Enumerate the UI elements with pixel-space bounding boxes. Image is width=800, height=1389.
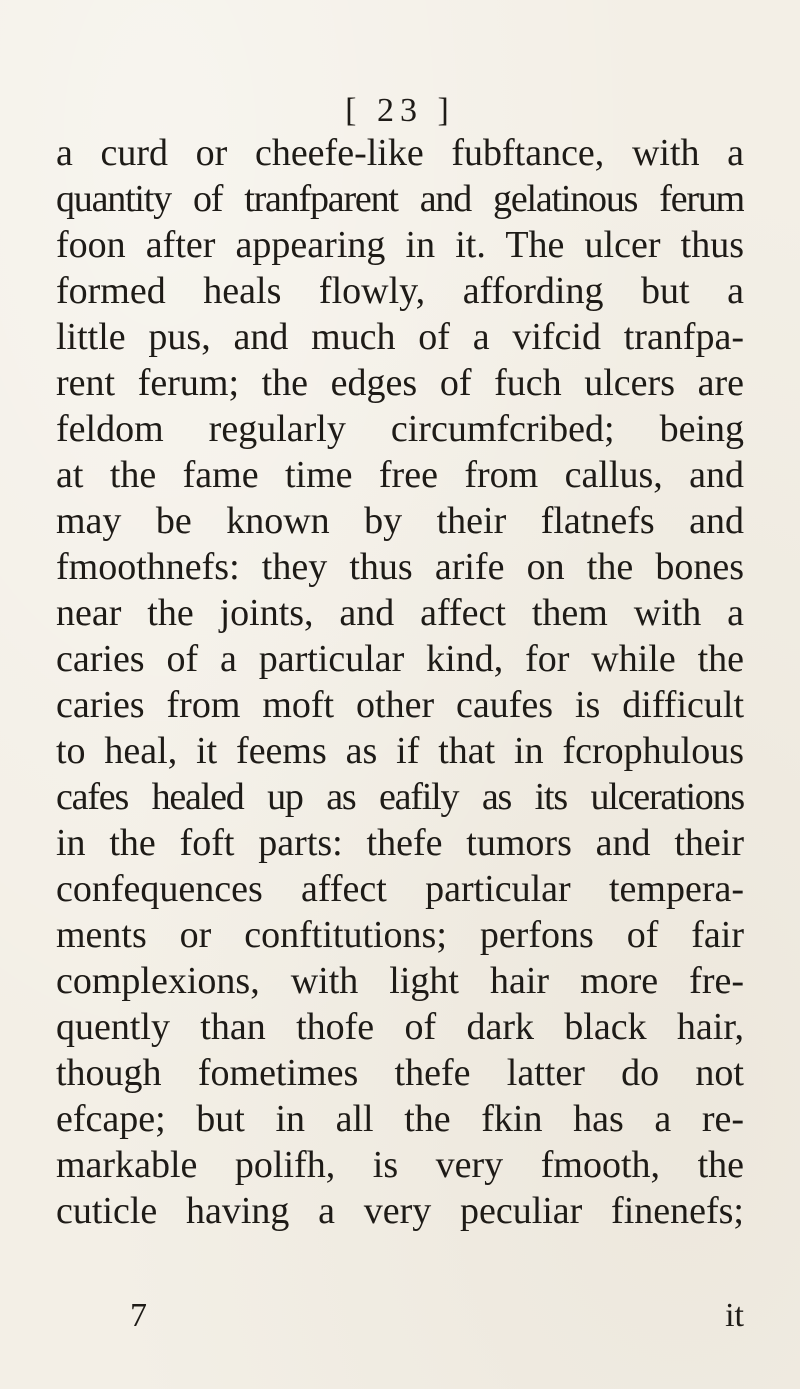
- text-line: fmoothnefs: they thus arife on the bones: [56, 546, 744, 588]
- text-line: cafes healed up as eafily as its ulcerations: [56, 776, 744, 818]
- body-text: [56, 130, 756, 1234]
- text-line: quently than thofe of dark black hair,: [56, 1006, 744, 1048]
- text-line: though fometimes thefe latter do not: [56, 1052, 744, 1094]
- text-line: complexions, with light hair more fre-: [56, 960, 744, 1002]
- text-line: markable polifh, is very fmooth, the: [56, 1144, 744, 1186]
- signature-mark: 7: [130, 1297, 147, 1334]
- text-line: little pus, and much of a vifcid tranfpa-: [56, 316, 744, 358]
- text-line: confequences affect particular tempera-: [56, 868, 744, 910]
- text-line: quantity of tranfparent and gelatinous ferum: [56, 178, 744, 220]
- page-number-header: [ 23 ]: [345, 92, 455, 129]
- text-line: may be known by their flatnefs and: [56, 500, 744, 542]
- text-line: rent ferum; the edges of fuch ulcers are: [56, 362, 744, 404]
- text-line: efcape; but in all the fkin has a re-: [56, 1098, 744, 1140]
- text-line: to heal, it feems as if that in fcrophulous: [56, 730, 744, 772]
- text-line: caries of a particular kind, for while the: [56, 638, 744, 680]
- text-line: caries from moft other caufes is difficult: [56, 684, 744, 726]
- text-line: cuticle having a very peculiar finenefs;: [56, 1190, 744, 1232]
- text-line: a curd or cheefe-like fubftance, with a: [56, 132, 744, 174]
- text-line: ments or conftitutions; perfons of fair: [56, 914, 744, 956]
- text-line: feldom regularly circumfcribed; being: [56, 408, 744, 450]
- page-footer: [60, 1297, 744, 1341]
- text-line: formed heals flowly, affording but a: [56, 270, 744, 312]
- catchword: it: [725, 1297, 744, 1334]
- text-line: in the foft parts: thefe tumors and their: [56, 822, 744, 864]
- text-line: foon after appearing in it. The ulcer thus: [56, 224, 744, 266]
- text-line: near the joints, and affect them with a: [56, 592, 744, 634]
- text-line: at the fame time free from callus, and: [56, 454, 744, 496]
